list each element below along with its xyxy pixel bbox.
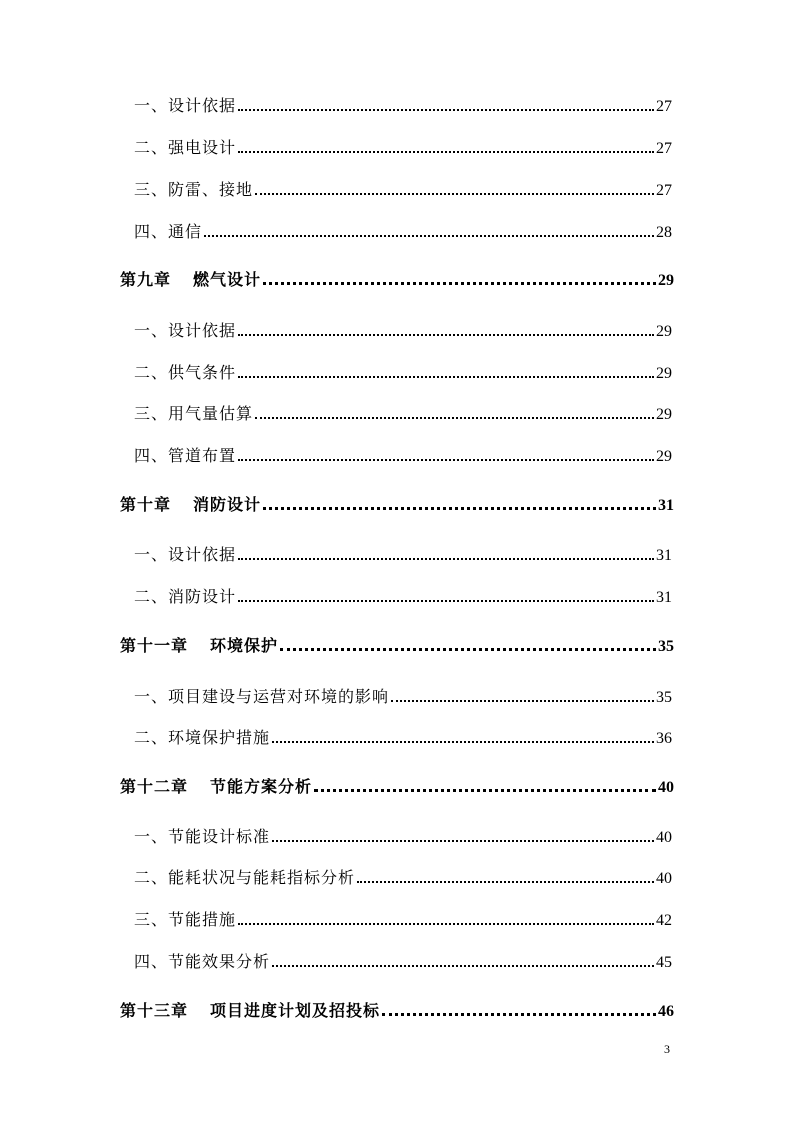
dot-leader [391,700,654,702]
toc-section-entry[interactable] [134,317,672,341]
toc-page-number: 36 [656,730,672,747]
chapter-number: 第十一章 [120,636,189,655]
chapter-title: 环境保护 [210,636,279,655]
toc-chapter-entry[interactable] [120,997,674,1021]
dot-leader [238,109,654,111]
dot-leader [238,600,654,602]
toc-page-number: 45 [656,954,672,971]
dot-leader [238,558,654,560]
chapter-number: 第十三章 [120,1001,189,1020]
dot-leader [263,507,656,510]
chapter-number: 第十章 [120,495,172,514]
toc-section-entry[interactable] [134,359,672,383]
toc-section-label: 二、强电设计 [134,138,237,157]
dot-leader [238,923,654,925]
toc-section-entry[interactable] [134,541,672,565]
chapter-title: 节能方案分析 [210,777,313,796]
dot-leader [272,741,654,743]
toc-page-number: 28 [656,224,672,241]
toc-section-entry[interactable] [134,823,672,847]
dot-leader [280,648,656,651]
toc-section-entry[interactable] [134,583,672,607]
toc-page-number: 40 [656,870,672,887]
toc-section-label: 四、管道布置 [134,446,237,465]
toc-page-number: 27 [656,140,672,157]
toc-chapter-label [120,774,312,797]
toc-page-number: 29 [658,272,674,289]
toc-chapter-label [120,998,380,1021]
toc-section-entry[interactable] [134,442,672,466]
toc-page-number: 35 [656,689,672,706]
toc-page-number: 42 [656,912,672,929]
toc-section-entry[interactable] [134,400,672,424]
toc-section-label: 二、环境保护措施 [134,728,271,747]
toc-chapter-entry[interactable] [120,491,674,515]
toc-page-number: 29 [656,406,672,423]
toc-section-label: 一、设计依据 [134,96,237,115]
toc-page-number: 29 [656,323,672,340]
toc-section-entry[interactable] [134,948,672,972]
toc-section-label: 四、通信 [134,222,203,241]
toc-section-entry[interactable] [134,724,672,748]
dot-leader [314,789,656,792]
dot-leader [238,376,654,378]
dot-leader [238,151,654,153]
toc-page-number: 27 [656,98,672,115]
chapter-title: 燃气设计 [193,270,262,289]
toc-chapter-label [120,492,261,515]
toc-section-label: 一、设计依据 [134,545,237,564]
toc-page-number: 40 [656,829,672,846]
dot-leader [255,193,654,195]
dot-leader [238,334,654,336]
toc-section-label: 一、设计依据 [134,321,237,340]
toc-section-entry[interactable] [134,176,672,200]
toc-chapter-label [120,267,261,290]
chapter-number: 第十二章 [120,777,189,796]
toc-section-label: 二、消防设计 [134,587,237,606]
toc-section-label: 三、用气量估算 [134,404,254,423]
dot-leader [204,235,654,237]
toc-section-label: 二、能耗状况与能耗指标分析 [134,868,356,887]
toc-section-label: 二、供气条件 [134,363,237,382]
toc-page-number: 31 [656,547,672,564]
toc-page-number: 31 [656,589,672,606]
dot-leader [272,965,654,967]
toc-chapter-entry[interactable] [120,266,674,290]
dot-leader [272,840,654,842]
toc-section-label: 四、节能效果分析 [134,952,271,971]
toc-section-label: 三、防雷、接地 [134,180,254,199]
dot-leader [382,1013,656,1016]
toc-page-number: 35 [658,638,674,655]
toc-section-entry[interactable] [134,92,672,116]
toc-page-number: 27 [656,182,672,199]
toc-page-number: 29 [656,365,672,382]
toc-chapter-entry[interactable] [120,773,674,797]
toc-page-number: 40 [658,779,674,796]
toc-section-entry[interactable] [134,218,672,242]
toc-chapter-entry[interactable] [120,632,674,656]
chapter-title: 消防设计 [193,495,262,514]
dot-leader [357,881,654,883]
toc-page-number: 31 [658,497,674,514]
toc-section-entry[interactable] [134,864,672,888]
dot-leader [255,417,654,419]
toc-section-label: 一、节能设计标准 [134,827,271,846]
toc-page-number: 46 [658,1003,674,1020]
dot-leader [238,459,654,461]
toc-section-label: 三、节能措施 [134,910,237,929]
toc-section-entry[interactable] [134,134,672,158]
dot-leader [263,282,656,285]
toc-section-entry[interactable] [134,906,672,930]
toc-page-number: 29 [656,448,672,465]
chapter-number: 第九章 [120,270,172,289]
toc-section-label: 一、项目建设与运营对环境的影响 [134,687,390,706]
chapter-title: 项目进度计划及招投标 [210,1001,381,1020]
toc-section-entry[interactable] [134,683,672,707]
footer-page-number: 3 [664,1042,670,1056]
toc-chapter-label [120,633,278,656]
